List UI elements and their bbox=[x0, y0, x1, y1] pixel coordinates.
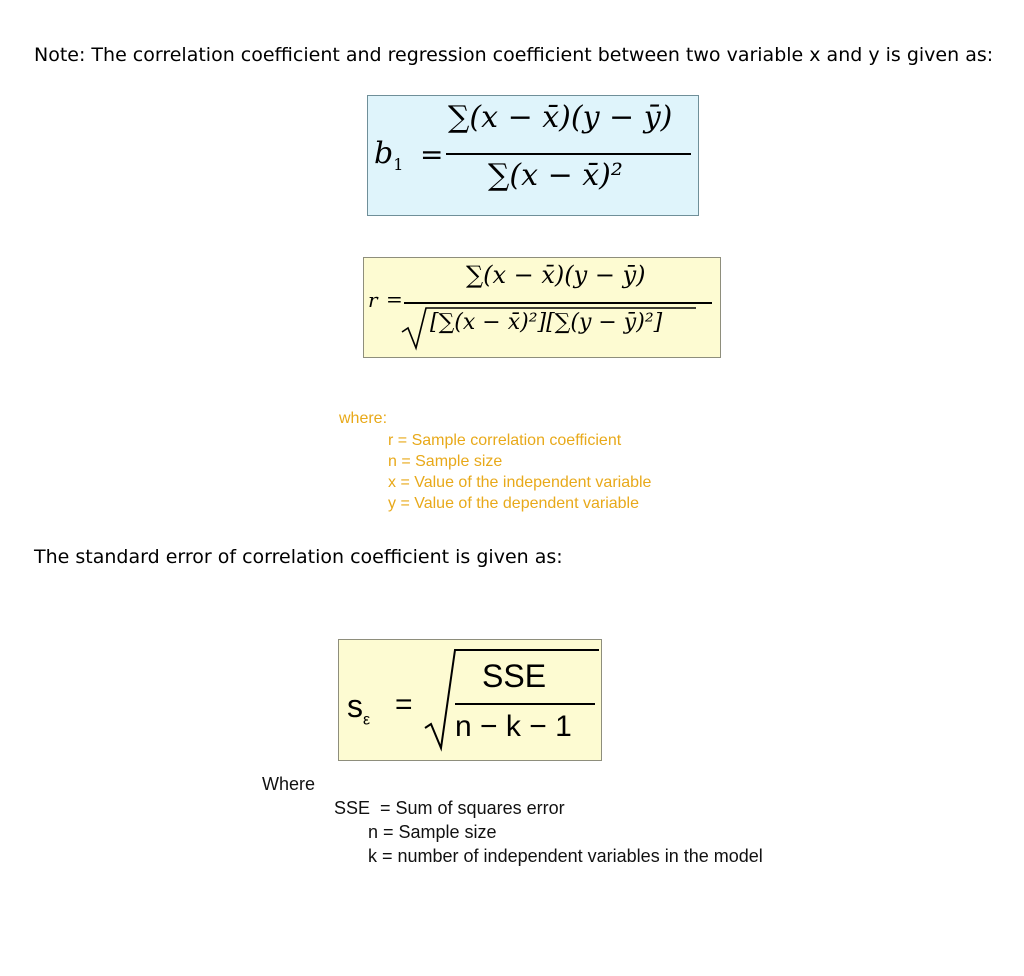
standard-error-paragraph: The standard error of correlation coefficient is given as: bbox=[34, 546, 563, 568]
se-symbol: $s_\varepsilon$ bbox=[347, 688, 371, 729]
se-denominator: n − k − 1 bbox=[455, 710, 572, 743]
where-se-item-n: n = Sample size bbox=[368, 822, 497, 842]
correlation-coefficient-formula-box bbox=[363, 257, 721, 358]
r-numerator: ∑(x − x̄)(y − ȳ) bbox=[466, 261, 646, 289]
where-r-item-r: r = Sample correlation coefficient bbox=[388, 432, 622, 449]
where-se-item-sse: SSE = Sum of squares error bbox=[334, 798, 565, 818]
where-r-item-x: x = Value of the independent variable bbox=[388, 474, 652, 491]
se-equals: = bbox=[395, 688, 413, 721]
r-denominator: [∑(x − x̄)²][∑(y − ȳ)²] bbox=[430, 310, 663, 335]
standard-error-formula-box bbox=[338, 639, 602, 761]
regression-coefficient-formula-box bbox=[367, 95, 699, 216]
where-r-item-n: n = Sample size bbox=[388, 453, 503, 470]
note-paragraph: Note: The correlation coefficient and regression coefficient between two variable x and y is given as: bbox=[34, 44, 994, 66]
where-se-item-k: k = number of independent variables in the model bbox=[368, 846, 763, 866]
where-r-heading: where: bbox=[339, 410, 388, 427]
b1-fraction-bar bbox=[446, 153, 691, 155]
where-se-heading: Where bbox=[262, 774, 316, 794]
r-equals: = bbox=[386, 287, 403, 311]
r-symbol: r bbox=[368, 288, 378, 312]
where-r-item-y: y = Value of the dependent variable bbox=[388, 495, 639, 512]
b1-symbol: $b_1$ bbox=[374, 136, 404, 174]
b1-equals: = bbox=[420, 138, 444, 171]
se-fraction-bar bbox=[455, 703, 595, 705]
b1-numerator: ∑(x − x̄)(y − ȳ) bbox=[448, 100, 673, 135]
b1-denominator: ∑(x − x̄)² bbox=[488, 158, 623, 193]
se-numerator: SSE bbox=[482, 658, 547, 694]
